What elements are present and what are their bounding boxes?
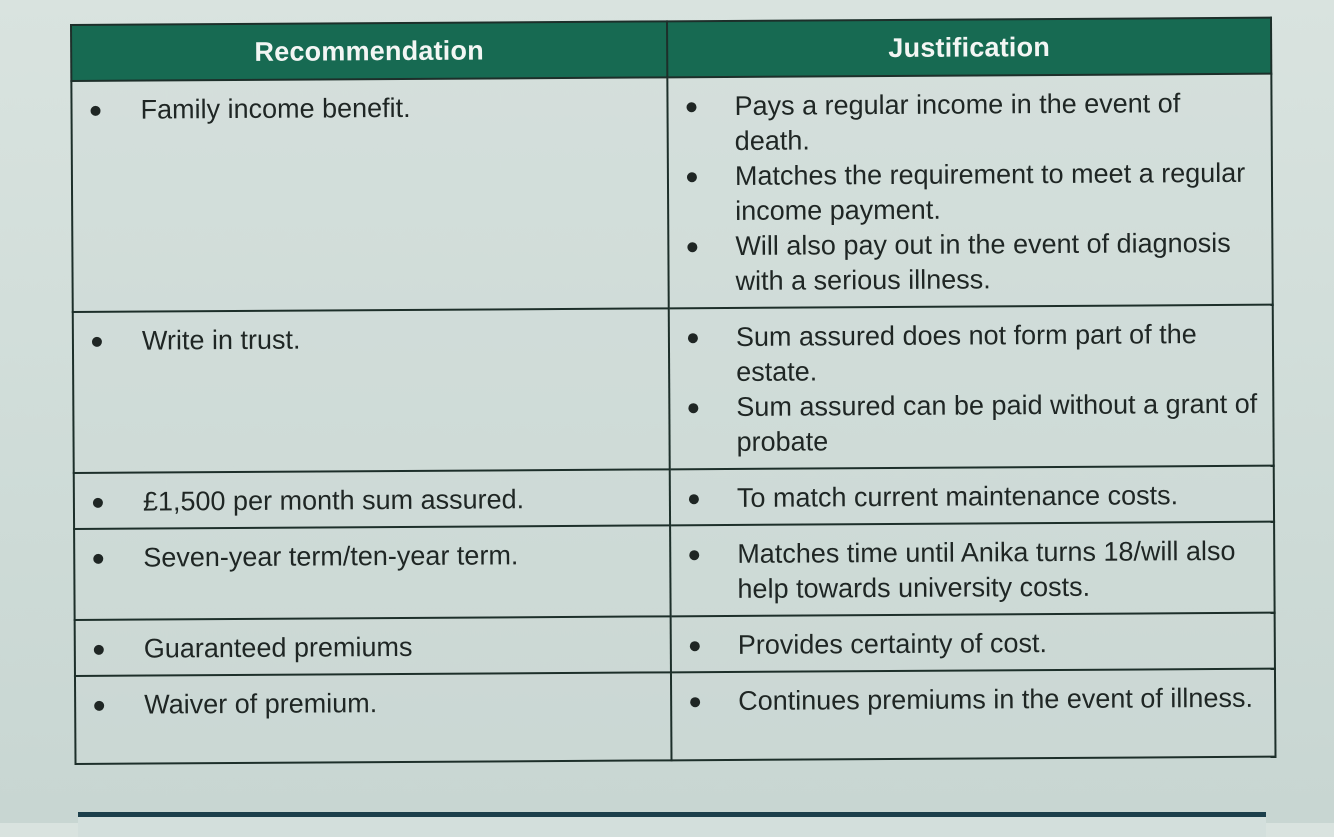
- recommendation-table: [70, 17, 1277, 765]
- justification-cell: [670, 522, 1275, 617]
- bullet-icon: [91, 106, 101, 116]
- recommendation-cell: [73, 308, 670, 473]
- bullet-icon: [688, 333, 698, 343]
- recommendation-text: Waiver of premium.: [144, 688, 378, 720]
- bullet-icon: [94, 701, 104, 711]
- list-item: [669, 226, 1261, 300]
- justification-text: Continues premiums in the event of illness.: [738, 682, 1254, 716]
- next-section-box: [78, 812, 1266, 837]
- bullet-icon: [687, 102, 697, 112]
- justification-text: Will also pay out in the event of diagnosis with a serious illness.: [735, 227, 1231, 296]
- recommendation-text: Guaranteed premiums: [143, 631, 413, 664]
- justification-text: Matches the requirement to meet a regular income payment.: [734, 157, 1246, 226]
- bullet-icon: [689, 494, 699, 504]
- recommendation-cell: [74, 469, 670, 529]
- recommendation-text: Family income benefit.: [140, 92, 411, 125]
- justification-cell: [667, 74, 1272, 309]
- justification-text: To match current maintenance costs.: [736, 480, 1179, 513]
- bullet-icon: [689, 550, 699, 560]
- table-row: [74, 466, 1274, 529]
- recommendation-text: Seven-year term/ten-year term.: [143, 540, 519, 573]
- list-item: [672, 625, 1264, 664]
- recommendation-text: Write in trust.: [141, 324, 301, 356]
- list-item: [672, 681, 1264, 720]
- table-row: [73, 305, 1274, 473]
- bullet-icon: [687, 172, 697, 182]
- recommendation-cell: [71, 77, 668, 312]
- bullet-icon: [93, 498, 103, 508]
- justification-cell: [671, 669, 1276, 761]
- justification-text: Sum assured can be paid without a grant of probate: [736, 388, 1258, 457]
- bullet-icon: [92, 337, 102, 347]
- justification-text: Matches time until Anika turns 18/will also help towards university costs.: [737, 535, 1236, 604]
- list-item: [75, 481, 659, 520]
- table-row: [71, 74, 1272, 312]
- table-row: [75, 669, 1276, 764]
- recommendation-cell: [75, 616, 671, 676]
- header-recommendation: Recommendation: [71, 21, 667, 81]
- bullet-icon: [93, 554, 103, 564]
- list-item: [670, 387, 1262, 461]
- justification-text: Sum assured does not form part of the estate.: [735, 319, 1197, 387]
- list-item: [671, 534, 1263, 608]
- justification-cell: [671, 613, 1275, 673]
- bullet-icon: [690, 697, 700, 707]
- header-justification: Justification: [667, 18, 1271, 78]
- recommendation-text: £1,500 per month sum assured.: [142, 484, 525, 517]
- list-item: [671, 478, 1263, 517]
- recommendation-cell: [74, 525, 671, 620]
- bullet-icon: [690, 641, 700, 651]
- list-item: [668, 86, 1260, 160]
- list-item: [76, 628, 660, 667]
- table-row: [74, 522, 1275, 620]
- recommendation-cell: [75, 672, 672, 764]
- list-item: [74, 320, 658, 359]
- justification-cell: [670, 466, 1274, 526]
- list-item: [76, 684, 660, 723]
- table-header-row: [71, 18, 1271, 81]
- justification-text: Provides certainty of cost.: [737, 628, 1048, 660]
- list-item: [670, 317, 1262, 391]
- justification-cell: [669, 305, 1274, 470]
- list-item: [75, 537, 659, 576]
- justification-text: Pays a regular income in the event of death.: [734, 88, 1181, 156]
- list-item: [669, 156, 1261, 230]
- bullet-icon: [94, 645, 104, 655]
- bullet-icon: [687, 242, 697, 252]
- list-item: [72, 89, 656, 128]
- bullet-icon: [688, 403, 698, 413]
- table-row: [75, 613, 1275, 676]
